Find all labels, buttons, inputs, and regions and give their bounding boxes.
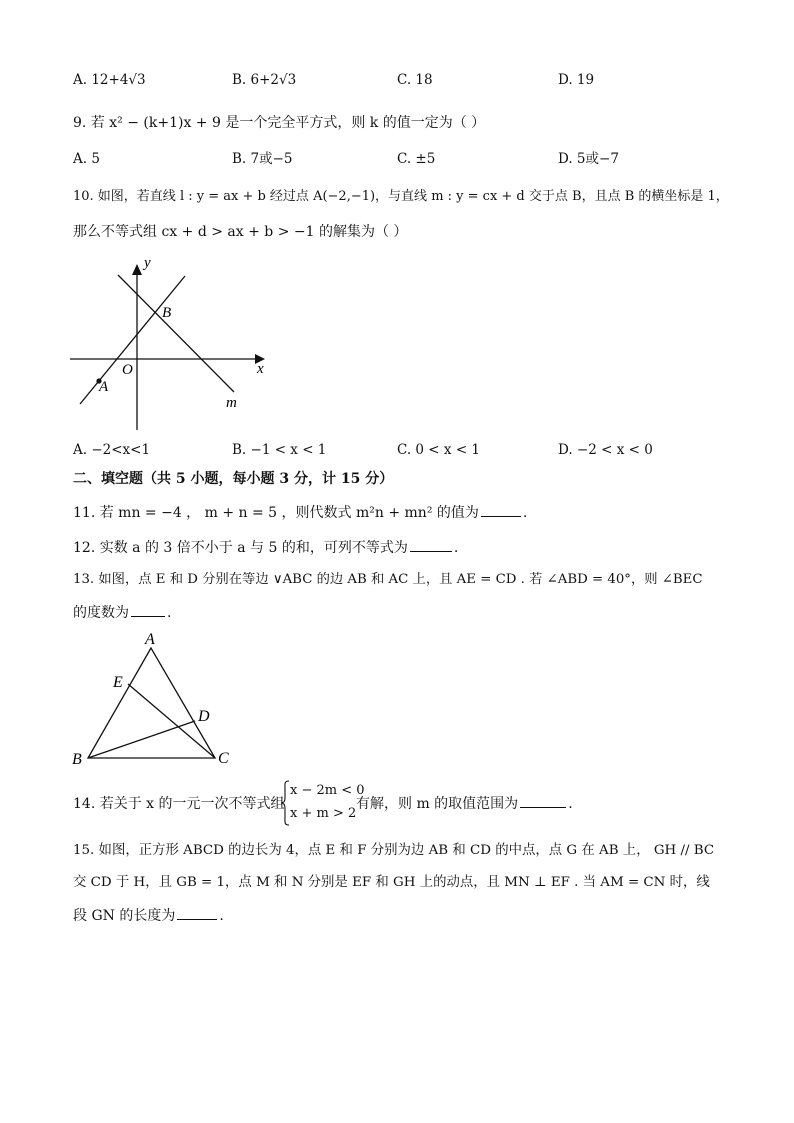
q14-inequality-1: x − 2m < 0 <box>290 783 365 798</box>
label-a: A <box>99 379 109 395</box>
q10-option-b[interactable]: B. −1 < x < 1 <box>232 442 327 458</box>
label-o: O <box>122 362 133 378</box>
q11-end: . <box>522 505 528 521</box>
q9-option-d[interactable]: D. 5或−7 <box>558 151 619 167</box>
label-b: B <box>162 305 172 321</box>
q13-figure <box>65 625 245 770</box>
q10-stem-line1: 10. 如图，若直线 l : y = ax + b 经过点 A(−2,−1)，与直线 m : y = cx + d 交于点 B，且点 B 的横坐标是 1， <box>73 189 729 204</box>
q11-answer-blank[interactable] <box>481 515 521 517</box>
q10-option-a[interactable]: A. −2<x<1 <box>73 442 151 458</box>
q15-line2: 交 CD 于 H，且 GB = 1，点 M 和 N 分别是 EF 和 GH 上的动点，且 MN ⊥ EF . 当 AM = CN 时，线 <box>73 875 710 890</box>
q13-line2 <box>73 606 171 620</box>
label-b: B <box>72 751 82 768</box>
q15-end: . <box>219 908 224 924</box>
q13-stem-line1: 13. 如图，点 E 和 D 分别在等边 ∨ABC 的边 AB 和 AC 上，且 AE = CD . 若 ∠ABD = 40°，则 ∠BEC <box>73 572 703 587</box>
q14-answer-blank[interactable] <box>520 806 566 808</box>
q15-answer-blank[interactable] <box>177 918 217 920</box>
section-title: 二、填空题（共 5 小题，每小题 3 分，计 15 分） <box>73 471 394 487</box>
q9-option-c[interactable]: C. ±5 <box>397 151 436 167</box>
q13-end: . <box>167 605 172 621</box>
q14-tail <box>356 797 573 811</box>
label-x: x <box>257 361 264 377</box>
q13-answer-blank[interactable] <box>131 615 165 617</box>
q9-option-b[interactable]: B. 7或−5 <box>232 151 293 167</box>
q9-option-a[interactable]: A. 5 <box>73 151 100 167</box>
q14-inequality-2: x + m > 2 <box>290 806 357 821</box>
q12 <box>73 541 458 555</box>
q10-stem-line2: 那么不等式组 cx + d > ax + b > −1 的解集为（ ） <box>73 224 408 240</box>
brace-icon <box>280 780 290 826</box>
q12-stem: 12. 实数 a 的 3 倍不小于 a 与 5 的和，可列不等式为 <box>73 540 408 556</box>
q10-option-d[interactable]: D. −2 < x < 0 <box>558 442 653 458</box>
segment-bd <box>88 721 195 758</box>
label-m: m <box>226 395 237 411</box>
q11 <box>73 506 527 520</box>
label-d: D <box>198 708 210 725</box>
label-e: E <box>113 674 123 691</box>
q15-line3 <box>73 909 224 923</box>
q12-end: . <box>453 540 459 556</box>
q15-stem-line3: 段 GN 的长度为 <box>73 908 176 924</box>
q14-end: . <box>568 796 573 812</box>
line-l <box>80 276 185 404</box>
q14-stem-post: 有解，则 m 的取值范围为 <box>356 796 519 812</box>
q8-option-b[interactable]: B. 6+2√3 <box>232 72 297 88</box>
q15-line1: 15. 如图，正方形 ABCD 的边长为 4，点 E 和 F 分别为边 AB 和 CD 的中点，点 G 在 AB 上， GH // BC <box>73 843 715 858</box>
label-y: y <box>144 255 151 271</box>
q14-stem-pre: 14. 若关于 x 的一元一次不等式组 <box>73 796 285 812</box>
label-c: C <box>218 750 229 767</box>
q12-answer-blank[interactable] <box>410 550 452 552</box>
q10-figure <box>60 250 280 435</box>
q11-stem: 11. 若 mn = −4 ， m + n = 5 ，则代数式 m²n + mn² 的值为 <box>73 505 479 521</box>
y-axis-arrow <box>132 264 142 275</box>
label-a: A <box>145 631 155 648</box>
q8-option-a[interactable]: A. 12+4√3 <box>73 72 146 88</box>
q9-stem: 9. 若 x² − (k+1)x + 9 是一个完全平方式，则 k 的值一定为（ ） <box>73 115 486 131</box>
q10-option-c[interactable]: C. 0 < x < 1 <box>397 442 481 458</box>
line-m <box>118 275 234 392</box>
q8-option-c[interactable]: C. 18 <box>397 72 433 88</box>
q8-option-d[interactable]: D. 19 <box>558 72 595 88</box>
q13-stem-line2: 的度数为 <box>73 605 129 621</box>
